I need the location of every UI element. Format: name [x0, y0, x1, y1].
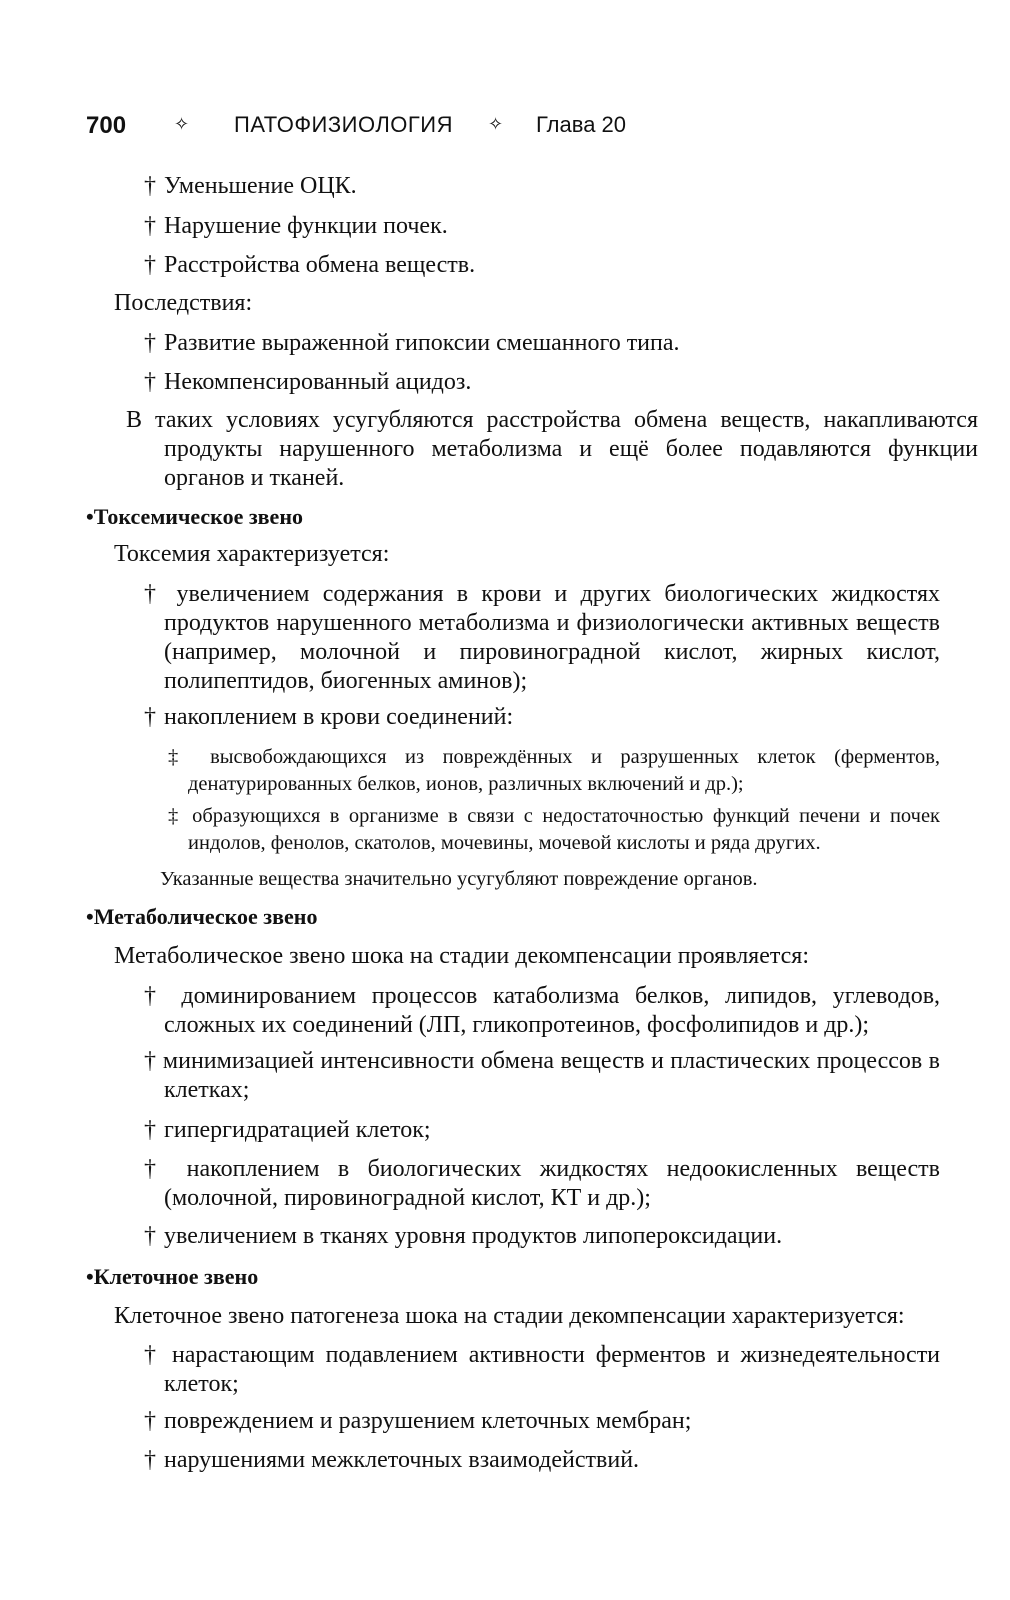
dagger-marker: †	[144, 213, 156, 239]
book-title: ПАТОФИЗИОЛОГИЯ	[234, 112, 453, 137]
list-item	[144, 1116, 431, 1145]
list-item	[144, 1047, 940, 1105]
dagger-marker: †	[144, 252, 156, 278]
list-item	[144, 1341, 940, 1399]
list-item-text: накоплением в биологических жидкостях недоокисленных веществ (молочной, пировиноградной кислот, КТ и др.);	[164, 1156, 940, 1211]
list-item	[144, 172, 357, 201]
section-heading-text: Токсемическое звено	[93, 504, 303, 529]
dagger-marker: †	[144, 704, 156, 730]
dagger-marker: †	[144, 330, 156, 356]
note: Указанные вещества значительно усугубляют повреждение органов.	[160, 868, 758, 890]
dagger-marker: †	[144, 369, 156, 395]
section-intro: Токсемия характеризуется:	[114, 541, 390, 567]
dagger-marker: †	[144, 581, 164, 607]
dagger-marker: †	[144, 1117, 156, 1143]
list-item	[144, 212, 448, 241]
sub-list-item	[168, 744, 940, 798]
list-item-text: Развитие выраженной гипоксии смешанного типа.	[164, 330, 680, 356]
sub-list-item	[168, 803, 940, 857]
dagger-marker: †	[144, 983, 166, 1009]
bullet-marker: •	[86, 504, 94, 529]
dagger-marker: †	[144, 1408, 156, 1434]
list-item	[144, 1222, 782, 1251]
list-item-text: увеличением в тканях уровня продуктов липопероксидации.	[164, 1223, 783, 1249]
section-heading-text: Клеточное звено	[93, 1264, 259, 1289]
ddagger-marker: ‡	[168, 805, 183, 827]
list-item-text: нарушениями межклеточных взаимодействий.	[164, 1447, 640, 1473]
page-number: 700	[86, 112, 127, 139]
list-item-text: Некомпенсированный ацидоз.	[164, 369, 472, 395]
section-heading	[86, 904, 317, 930]
bullet-marker: •	[86, 1264, 94, 1289]
separator-diamond-icon: ✧	[174, 114, 190, 134]
list-item-text: Уменьшение ОЦК.	[164, 173, 357, 199]
list-item-text: нарастающим подавлением активности ферментов и жизнедеятельности клеток;	[164, 1342, 941, 1397]
list-item	[144, 1446, 639, 1475]
running-header	[86, 112, 946, 144]
list-item	[144, 329, 680, 358]
section-heading	[86, 1264, 258, 1290]
section-intro: Метаболическое звено шока на стадии декомпенсации проявляется:	[114, 943, 810, 969]
list-item	[144, 1407, 691, 1436]
section-intro: Клеточное звено патогенеза шока на стадии декомпенсации характеризуется:	[114, 1303, 905, 1329]
list-item	[144, 982, 940, 1040]
list-item-text: Нарушение функции почек.	[164, 213, 448, 239]
dagger-marker: †	[144, 1342, 161, 1368]
list-item	[144, 703, 513, 732]
list-item-text: повреждением и разрушением клеточных мембран;	[164, 1408, 692, 1434]
chapter-label: Глава 20	[536, 112, 627, 137]
dagger-marker: †	[144, 1156, 169, 1182]
list-item-text: гипергидратацией клеток;	[164, 1117, 431, 1143]
section-heading	[86, 504, 303, 530]
list-item-text: Расстройства обмена веществ.	[164, 252, 476, 278]
separator-diamond-icon: ✧	[488, 114, 504, 134]
dagger-marker: †	[144, 1048, 157, 1074]
dagger-marker: †	[144, 1223, 156, 1249]
sub-list-item-text: образующихся в организме в связи с недостаточностью функций печени и почек индолов, фенолов, скатолов, мочевины, мочевой кислоты и ряда других.	[188, 805, 941, 854]
ddagger-marker: ‡	[168, 746, 192, 768]
bullet-marker: •	[86, 904, 94, 929]
list-item	[144, 1155, 940, 1213]
section-heading-text: Метаболическое звено	[93, 904, 318, 929]
dagger-marker: †	[144, 1447, 156, 1473]
dagger-marker: †	[144, 173, 156, 199]
consequences-label: Последствия:	[114, 290, 253, 316]
list-item-text: увеличением содержания в крови и других биологических жидкостях продуктов нарушенного метаболизма и физиологически активных веществ (например, молочной и пировиноградной кислот, жирных кислот, полипептидов, биогенных аминов);	[164, 581, 941, 694]
list-item-text: доминированием процессов катаболизма белков, липидов, углеводов, сложных их соединений (ЛП, гликопротеинов, фосфолипидов и др.);	[164, 983, 941, 1038]
paragraph: В таких условиях усугубляются расстройства обмена веществ, накапливаются продукты нарушенного метаболизма и ещё более подавляются функции органов и тканей.	[126, 407, 978, 491]
sub-list-item-text: высвобождающихся из повреждённых и разрушенных клеток (ферментов, денатурированных белков, ионов, различных включений и др.);	[188, 746, 941, 795]
list-item	[144, 580, 940, 696]
list-item	[144, 251, 475, 280]
list-item-text: минимизацией интенсивности обмена веществ и пластических процессов в клетках;	[162, 1048, 941, 1103]
list-item-text: накоплением в крови соединений:	[164, 704, 514, 730]
list-item	[144, 368, 471, 397]
